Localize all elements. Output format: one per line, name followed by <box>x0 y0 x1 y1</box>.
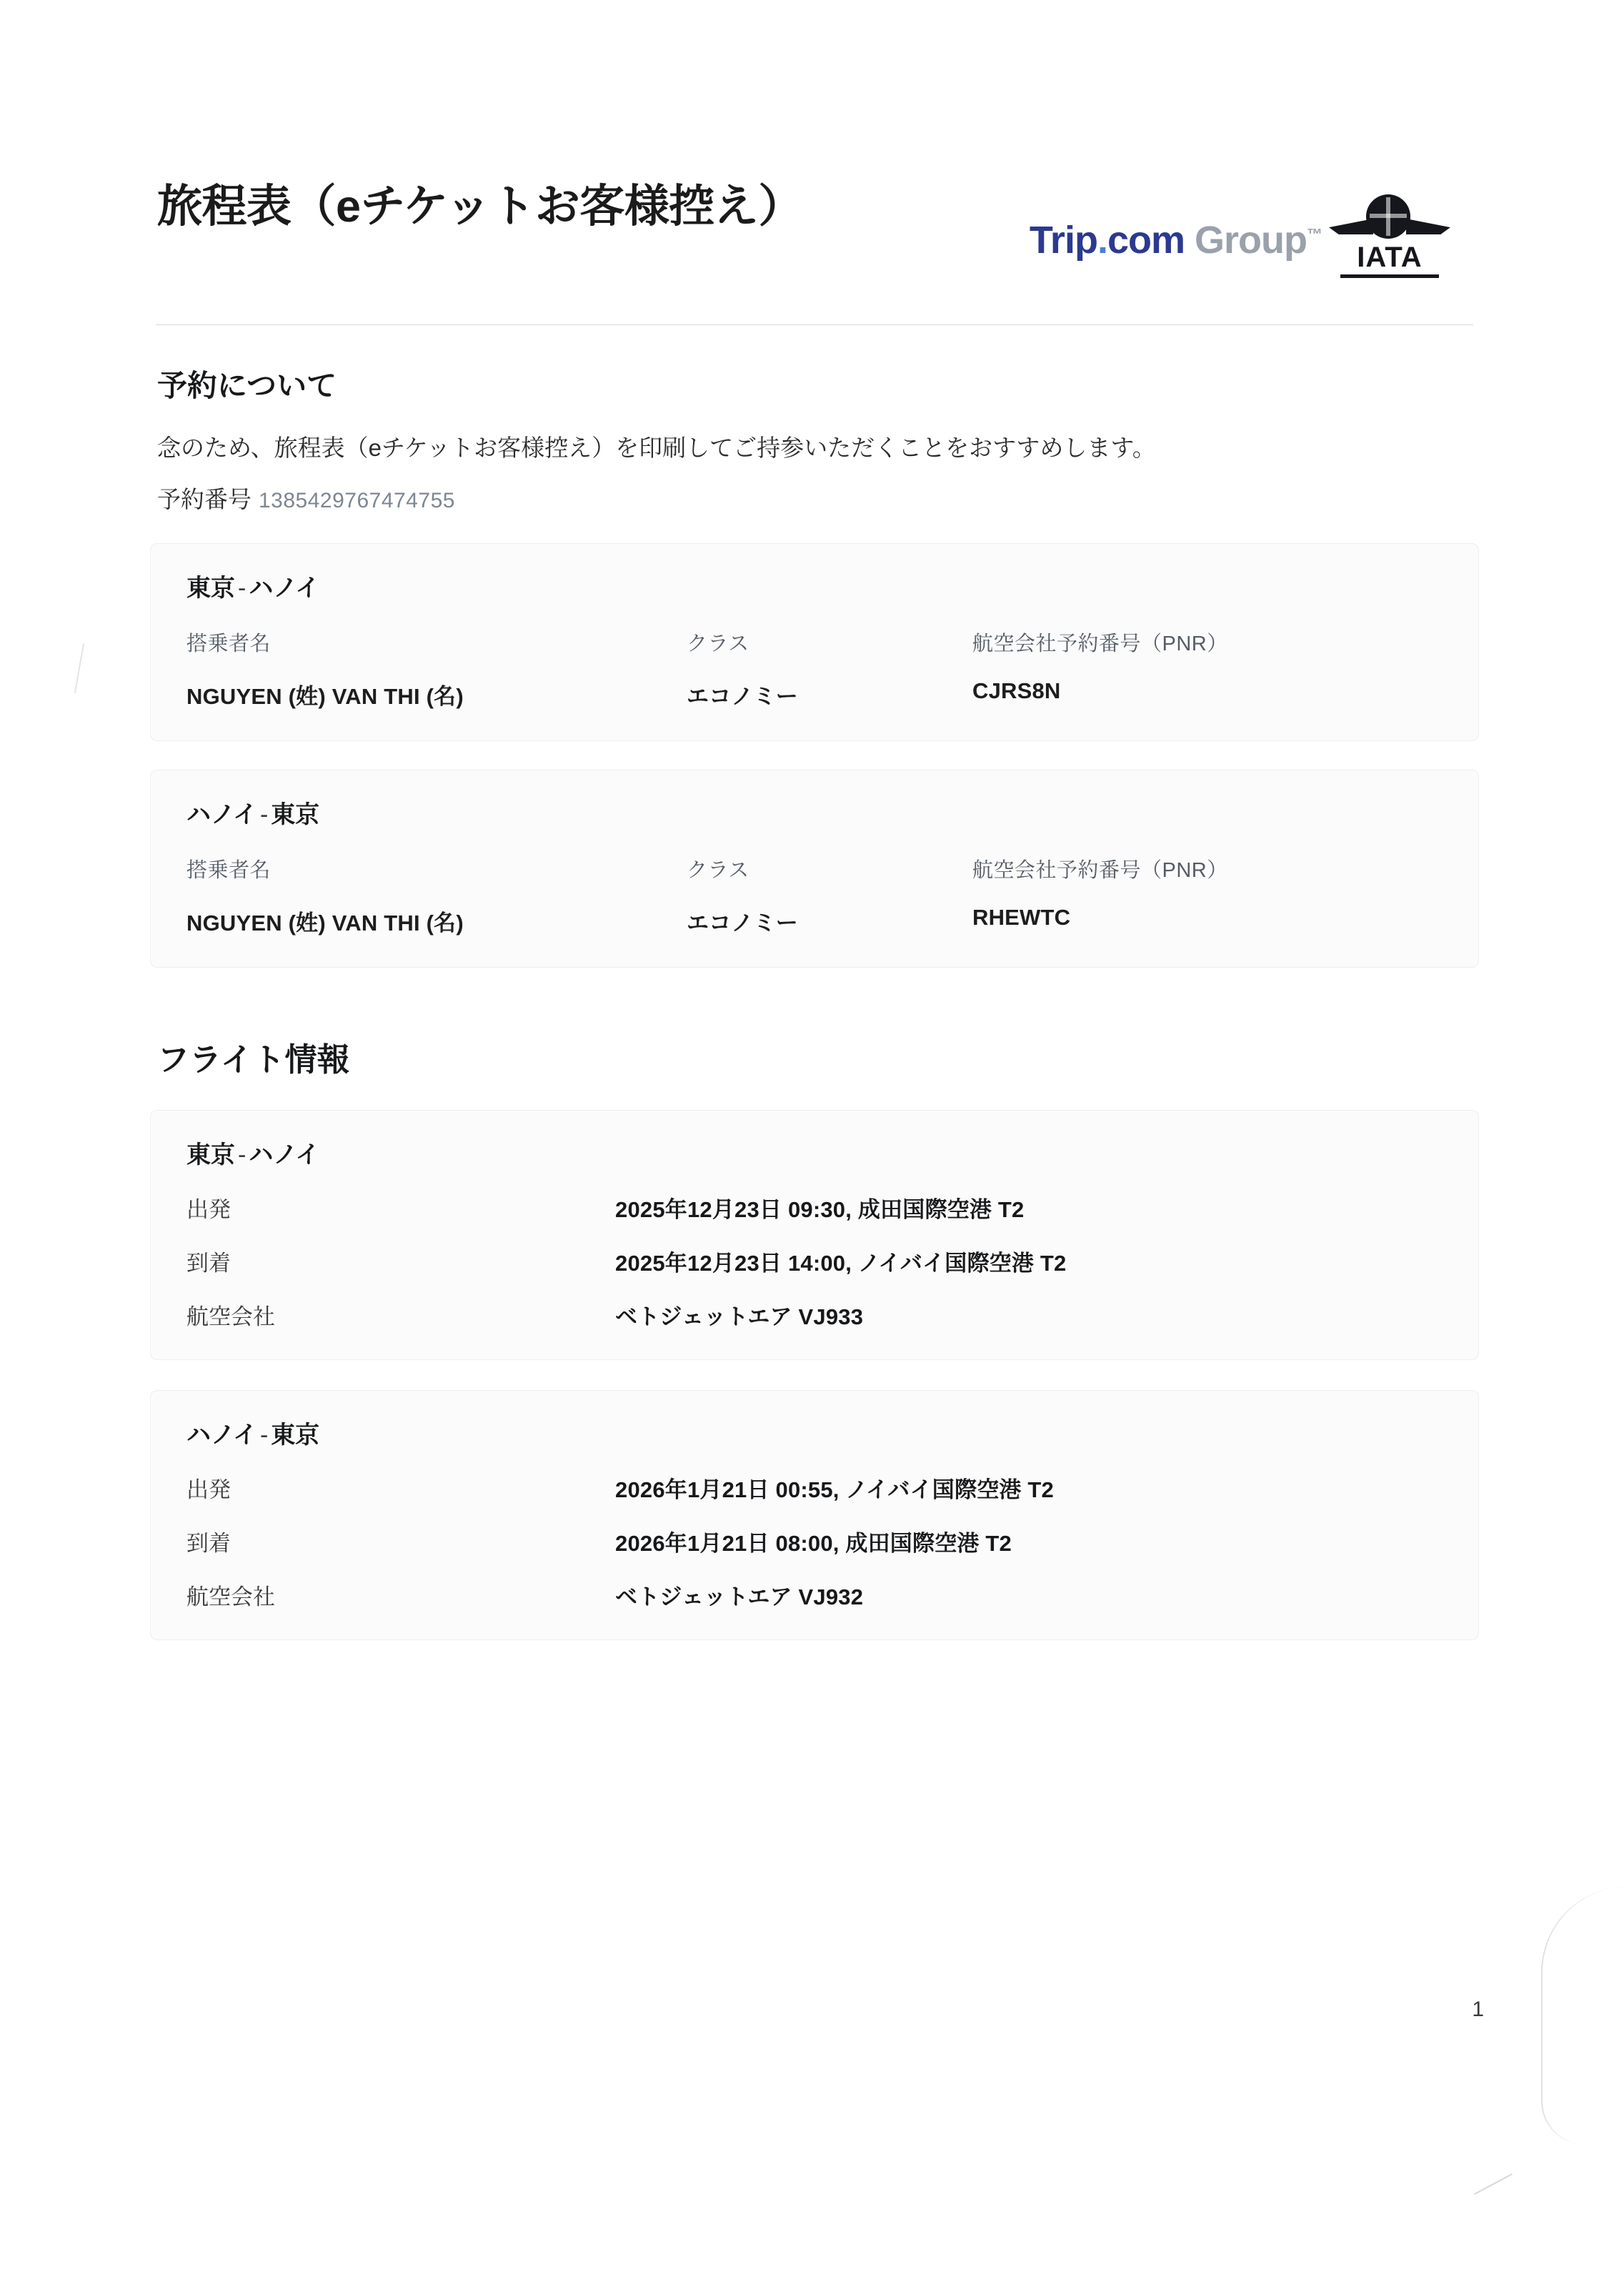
passenger-header: 搭乗者名 <box>186 632 272 655</box>
document-header <box>150 150 1479 314</box>
page-title: 旅程表（eチケットお客様控え） <box>157 182 803 232</box>
pnr-value: RHEWTC <box>972 904 1071 930</box>
route-origin: ハノイ <box>186 1421 257 1449</box>
passenger-value: NGUYEN (姓) VAN THI (名) <box>186 683 464 709</box>
scan-artifact-mark <box>1474 2173 1513 2195</box>
route-separator: - <box>238 1141 246 1169</box>
booking-card <box>150 543 1479 741</box>
passenger-column <box>186 627 687 710</box>
route-separator: - <box>259 800 269 828</box>
route-origin: ハノイ <box>186 800 257 828</box>
brand-tm-text: ™ <box>1307 225 1322 243</box>
arrival-label: 到着 <box>186 1250 231 1276</box>
cabin-value: エコノミー <box>687 683 798 709</box>
booking-card-grid <box>186 627 1443 710</box>
route-origin: 東京 <box>186 1141 235 1169</box>
route-origin: 東京 <box>186 574 235 602</box>
arrival-label: 到着 <box>186 1530 231 1556</box>
passenger-header: 搭乗者名 <box>186 858 272 882</box>
arrival-value: 2026年1月21日 08:00, 成田国際空港 T2 <box>615 1530 1012 1556</box>
cabin-header: クラス <box>687 632 749 655</box>
booking-number-value: 1385429767474755 <box>259 488 455 512</box>
cabin-value: エコノミー <box>687 910 798 936</box>
route-separator: - <box>238 574 246 602</box>
arrival-value: 2025年12月23日 14:00, ノイバイ国際空港 T2 <box>615 1250 1067 1276</box>
brand-dot-text: . <box>1097 219 1107 262</box>
header-divider <box>156 324 1473 325</box>
cabin-column <box>687 854 972 937</box>
route-destination: ハノイ <box>249 574 320 602</box>
brand-com-text: com <box>1107 219 1185 262</box>
passenger-value: NGUYEN (姓) VAN THI (名) <box>186 910 464 936</box>
airline-value: ベトジェットエア VJ932 <box>615 1584 864 1609</box>
booking-section-title: 予約について <box>157 369 337 402</box>
page-number: 1 <box>1472 1998 1484 2021</box>
pnr-value: CJRS8N <box>972 678 1061 703</box>
iata-underline <box>1340 274 1439 278</box>
pnr-column <box>972 627 1443 710</box>
booking-note: 念のため、旅程表（eチケットお客様控え）を印刷してご持参いただくことをおすすめします。 <box>157 435 1156 461</box>
departure-label: 出発 <box>186 1477 231 1502</box>
airline-label: 航空会社 <box>186 1304 275 1329</box>
iata-globe-icon <box>1366 194 1410 239</box>
flight-arrival-row <box>186 1245 1443 1277</box>
flight-card <box>150 1390 1479 1640</box>
document-content <box>150 150 1479 1640</box>
airline-value: ベトジェットエア VJ933 <box>615 1304 864 1329</box>
route-separator: - <box>259 1421 269 1449</box>
booking-card <box>150 770 1479 968</box>
tripcom-group-logo <box>1030 218 1322 262</box>
pnr-column <box>972 854 1443 937</box>
route-destination: ハノイ <box>249 1141 320 1169</box>
flight-departure-row <box>186 1472 1443 1504</box>
flight-departure-row <box>186 1191 1443 1224</box>
flight-card-route <box>186 1135 1443 1170</box>
iata-label: IATA <box>1357 242 1423 273</box>
flight-airline-row <box>186 1579 1443 1611</box>
scan-artifact-curve <box>1541 1887 1624 2144</box>
booking-card-route <box>186 568 1443 603</box>
route-destination: 東京 <box>271 800 320 828</box>
departure-label: 出発 <box>186 1196 231 1222</box>
pnr-header: 航空会社予約番号（PNR） <box>972 632 1228 655</box>
departure-value: 2025年12月23日 09:30, 成田国際空港 T2 <box>615 1196 1025 1222</box>
pnr-header: 航空会社予約番号（PNR） <box>972 858 1228 882</box>
departure-value: 2026年1月21日 00:55, ノイバイ国際空港 T2 <box>615 1477 1054 1502</box>
route-destination: 東京 <box>271 1421 320 1449</box>
airline-label: 航空会社 <box>186 1584 275 1609</box>
flight-section-title: フライト情報 <box>157 1041 349 1078</box>
iata-wing-right-icon <box>1406 219 1450 234</box>
scan-artifact-mark-left <box>74 643 84 693</box>
booking-card-route <box>186 795 1443 830</box>
booking-card-grid <box>186 854 1443 937</box>
flight-card-route <box>186 1415 1443 1450</box>
cabin-header: クラス <box>687 858 749 882</box>
booking-number-row <box>157 481 1479 515</box>
brand-group-text: Group <box>1195 219 1307 262</box>
cabin-column <box>687 627 972 710</box>
iata-logo <box>1329 194 1450 279</box>
flight-card <box>150 1110 1479 1360</box>
passenger-column <box>186 854 687 937</box>
flight-airline-row <box>186 1299 1443 1331</box>
brand-trip-text: Trip <box>1029 219 1097 262</box>
booking-number-label: 予約番号 <box>157 485 251 512</box>
flight-arrival-row <box>186 1525 1443 1557</box>
